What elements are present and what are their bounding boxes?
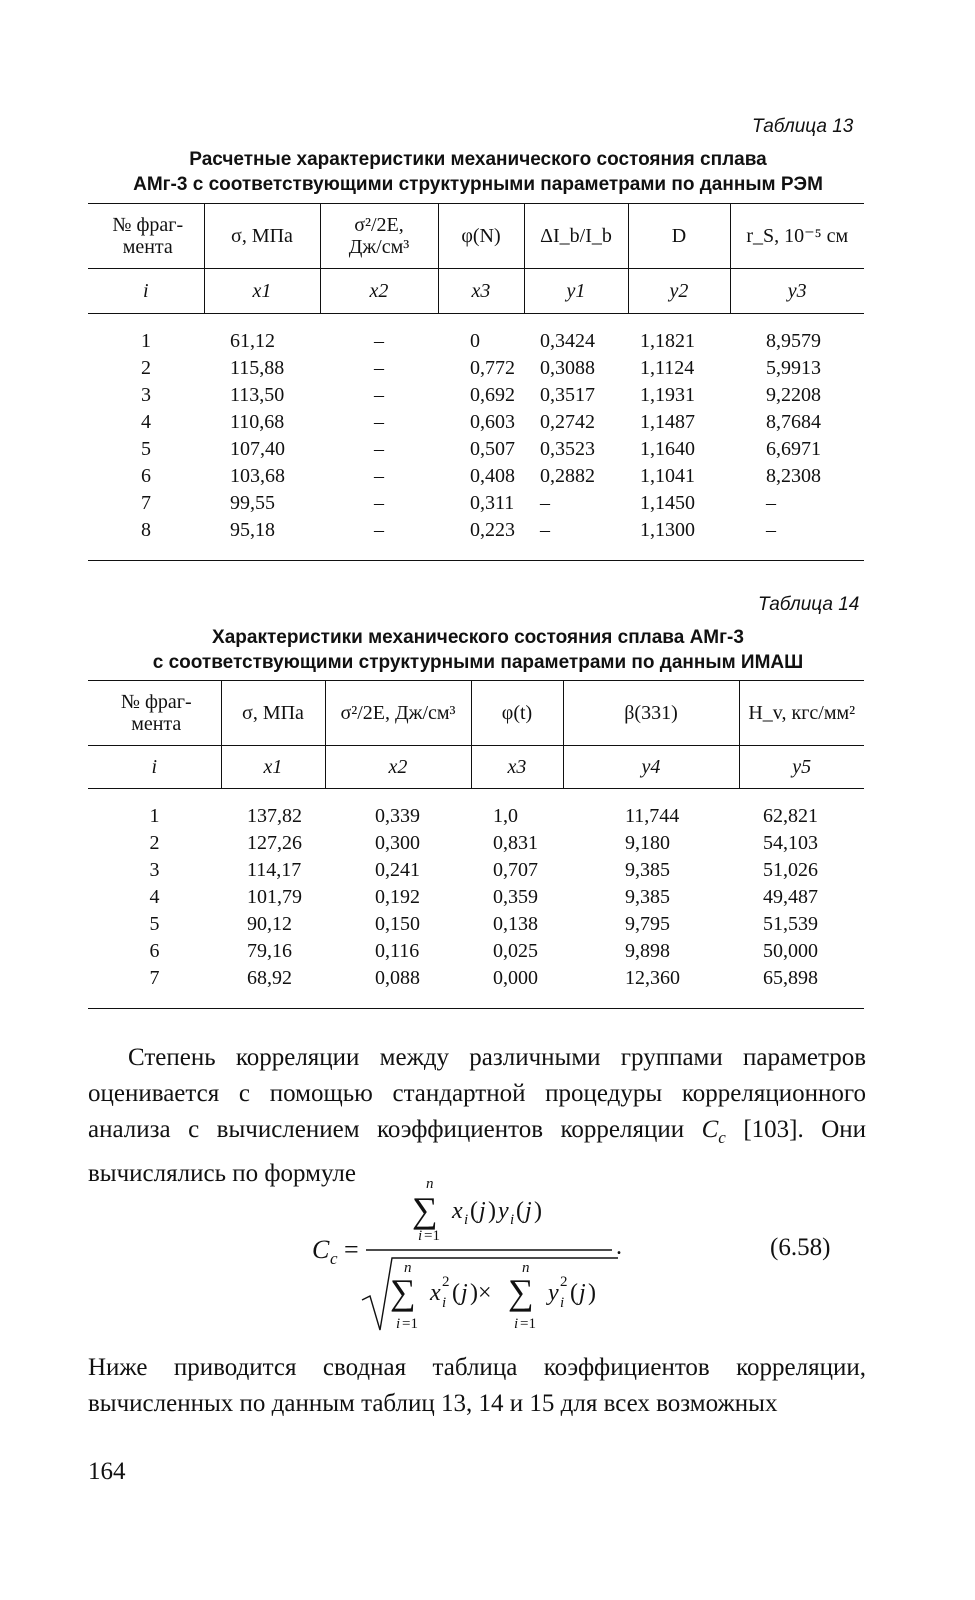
- svg-text:(: (: [470, 1198, 478, 1224]
- table13-title: [88, 147, 868, 197]
- table-cell: 5: [141, 437, 151, 460]
- table-cell: 0,223: [438, 517, 524, 561]
- t13-header-fragment: № фраг- мента: [88, 204, 204, 269]
- t14-header-hv: H_v, кгс/мм²: [739, 681, 864, 746]
- table-cell: 6,6971: [766, 437, 821, 460]
- table-cell: 0,359: [493, 885, 538, 908]
- table-cell: –: [374, 491, 384, 514]
- svg-text:): ): [588, 1280, 596, 1306]
- table-cell: 0,2882: [540, 464, 595, 487]
- table-cell: 0,3517: [540, 383, 595, 406]
- t13-header-rs: r_S, 10⁻⁵ см: [730, 204, 864, 269]
- table-cell: 0,408: [470, 464, 515, 487]
- table-row: [88, 857, 864, 884]
- svg-text:j: j: [479, 1198, 486, 1224]
- svg-text:n: n: [404, 1260, 412, 1276]
- t13-header-energy: σ²/2E, Дж/см³: [320, 204, 438, 269]
- table-cell: 0,692: [470, 383, 515, 406]
- table-cell: 12,360: [563, 965, 739, 1009]
- table-cell: 6: [141, 464, 151, 487]
- table-cell: 1,1821: [640, 329, 695, 352]
- table-cell: 0,2742: [540, 410, 595, 433]
- table-cell: –: [540, 491, 550, 514]
- svg-text:=1: =1: [402, 1316, 418, 1332]
- table-cell: 1,1041: [640, 464, 695, 487]
- table-cell: 3: [149, 858, 160, 881]
- t13-header-phi: φ(N): [438, 204, 524, 269]
- table-row: [88, 965, 864, 1009]
- table-cell: 0,3424: [540, 329, 595, 352]
- svg-text:i: i: [442, 1295, 447, 1311]
- table-row: [88, 938, 864, 965]
- table-cell: 8,7684: [766, 410, 821, 433]
- table-cell: 4: [149, 885, 160, 908]
- table14: [88, 680, 864, 1009]
- table-cell: 1,1124: [640, 356, 695, 379]
- svg-text:i: i: [514, 1316, 519, 1332]
- table-cell: 103,68: [230, 464, 285, 487]
- table-cell: 127,26: [247, 831, 302, 854]
- table-cell: 1,1931: [640, 383, 695, 406]
- table14-label: Таблица 14: [758, 594, 860, 615]
- table-row: [88, 436, 864, 463]
- table-cell: 1,1640: [640, 437, 695, 460]
- table-cell: 0,707: [493, 858, 538, 881]
- table-cell: 0: [470, 329, 480, 352]
- table-cell: 61,12: [230, 329, 275, 352]
- table-cell: 7: [88, 965, 221, 1009]
- table-cell: –: [766, 491, 776, 514]
- t13-header-d: D: [628, 204, 730, 269]
- table-cell: 7: [141, 491, 151, 514]
- svg-text:j: j: [525, 1198, 532, 1224]
- table-cell: –: [730, 517, 864, 561]
- table-row: [88, 830, 864, 857]
- equation-number: (6.58): [770, 1234, 831, 1261]
- table-cell: 0,000: [471, 965, 563, 1009]
- table-cell: 49,487: [763, 885, 818, 908]
- table-row: [88, 517, 864, 561]
- svg-text:.: .: [616, 1234, 622, 1260]
- table-cell: 0,831: [493, 831, 538, 854]
- svg-text:=1: =1: [520, 1316, 536, 1332]
- table-cell: 9,2208: [766, 383, 821, 406]
- correlation-formula: [300, 1170, 640, 1340]
- table-cell: 99,55: [230, 491, 275, 514]
- table-cell: 2: [149, 831, 160, 854]
- svg-text:∑: ∑: [508, 1272, 534, 1312]
- svg-text:2: 2: [560, 1274, 568, 1290]
- table-cell: 1,1450: [640, 491, 695, 514]
- table-cell: 1: [141, 329, 151, 352]
- table-cell: 79,16: [247, 939, 292, 962]
- table-cell: 0,3523: [540, 437, 595, 460]
- table-cell: 0,507: [470, 437, 515, 460]
- table-cell: 0,241: [375, 858, 420, 881]
- table-cell: 90,12: [247, 912, 292, 935]
- table-cell: 8,2308: [766, 464, 821, 487]
- t14-header-energy: σ²/2E, Дж/см³: [325, 681, 471, 746]
- table-cell: 2: [141, 356, 151, 379]
- table14-title-line1: Характеристики механического состояния сплава АМг-3: [212, 627, 744, 648]
- paragraph-2: Ниже приводится сводная таблица коэффициентов корреляции, вычисленных по данным таблиц 13, 14 и 15 для всех возможных: [88, 1354, 866, 1417]
- table-cell: 0,116: [375, 939, 420, 962]
- page-number: 164: [88, 1458, 126, 1485]
- table-cell: 0,339: [375, 804, 420, 827]
- svg-text:y: y: [498, 1198, 509, 1224]
- t13-header-sigma: σ, МПа: [204, 204, 320, 269]
- table-cell: –: [374, 383, 384, 406]
- table-cell: 65,898: [739, 965, 864, 1009]
- table-cell: 115,88: [230, 356, 285, 379]
- svg-text:i: i: [418, 1228, 423, 1244]
- table-cell: –: [374, 464, 384, 487]
- table-cell: 9,180: [625, 831, 670, 854]
- table-cell: 50,000: [763, 939, 818, 962]
- table-cell: 8,9579: [766, 329, 821, 352]
- table-row: [88, 382, 864, 409]
- table-cell: 0,138: [493, 912, 538, 935]
- table-cell: 0,300: [375, 831, 420, 854]
- svg-text:(: (: [452, 1280, 460, 1306]
- table-cell: 0,3088: [540, 356, 595, 379]
- table-cell: 0,603: [470, 410, 515, 433]
- svg-text:i: i: [560, 1295, 565, 1311]
- table-row: [88, 490, 864, 517]
- svg-text:j: j: [461, 1280, 468, 1306]
- svg-text:i: i: [464, 1212, 469, 1228]
- table-cell: 1,1300: [628, 517, 730, 561]
- table-row: [88, 463, 864, 490]
- table-cell: –: [524, 517, 628, 561]
- table-cell: 68,92: [221, 965, 325, 1009]
- paragraph-1: Степень корреляции между различными группами параметров оценивается с помощью стандартной процедуры корреляционного анализа с вычислением коэффициентов корреляции $C_c$ [103]. Они вычислялись по формуле: [88, 1044, 867, 1187]
- table-cell: –: [374, 356, 384, 379]
- table-cell: 54,103: [763, 831, 818, 854]
- svg-text:y: y: [548, 1280, 559, 1306]
- table-cell: 0,192: [375, 885, 420, 908]
- table-cell: –: [374, 329, 384, 352]
- svg-text:)×: )×: [470, 1280, 492, 1306]
- t14-body: [88, 803, 864, 1009]
- table13-label: Таблица 13: [752, 116, 854, 137]
- paragraph1-sub: c: [718, 1128, 726, 1147]
- table-cell: 9,898: [625, 939, 670, 962]
- svg-text:i: i: [396, 1316, 401, 1332]
- t13-subheader-row: i x1 x2 x3 y1 y2 y3: [88, 269, 864, 314]
- svg-text:=1: =1: [424, 1228, 440, 1244]
- table-cell: 137,82: [247, 804, 302, 827]
- table-row: [88, 911, 864, 938]
- svg-text:∑: ∑: [390, 1272, 416, 1312]
- table-row: [88, 355, 864, 382]
- table-cell: 1: [149, 804, 160, 827]
- table-cell: –: [374, 437, 384, 460]
- table-cell: 1,1487: [640, 410, 695, 433]
- table-cell: 51,539: [763, 912, 818, 935]
- t14-header-beta: β(331): [563, 681, 739, 746]
- table-cell: –: [320, 517, 438, 561]
- svg-text:x: x: [452, 1198, 463, 1224]
- svg-text:C: C: [312, 1235, 330, 1264]
- table-cell: 101,79: [247, 885, 302, 908]
- table-row: [88, 803, 864, 830]
- paragraph1-var: C: [701, 1116, 719, 1143]
- table-cell: 5: [149, 912, 160, 935]
- table-cell: 51,026: [763, 858, 818, 881]
- svg-text:c: c: [330, 1249, 338, 1268]
- t14-header-phi: φ(t): [471, 681, 563, 746]
- table-cell: 113,50: [230, 383, 285, 406]
- table-cell: 0,150: [375, 912, 420, 935]
- t14-subheader-row: i x1 x2 x3 y4 y5: [88, 746, 864, 789]
- table-cell: 110,68: [230, 410, 285, 433]
- svg-text:n: n: [522, 1260, 530, 1276]
- table-cell: 9,385: [625, 858, 670, 881]
- table-cell: 3: [141, 383, 151, 406]
- table-cell: 95,18: [204, 517, 320, 561]
- t14-header-sigma: σ, МПа: [221, 681, 325, 746]
- table13: [88, 203, 864, 561]
- table-cell: 0,088: [325, 965, 471, 1009]
- table-cell: 6: [149, 939, 160, 962]
- table-cell: 0,311: [470, 491, 515, 514]
- table-cell: 0,772: [470, 356, 515, 379]
- t13-header-di: ΔI_b/I_b: [524, 204, 628, 269]
- table-cell: 9,795: [625, 912, 670, 935]
- svg-text:(: (: [570, 1280, 578, 1306]
- svg-text:n: n: [426, 1176, 434, 1192]
- table-cell: 114,17: [247, 858, 302, 881]
- t13-body: [88, 328, 864, 561]
- table-cell: 107,40: [230, 437, 285, 460]
- table-cell: 11,744: [625, 804, 680, 827]
- svg-text:2: 2: [442, 1274, 450, 1290]
- table-cell: 1,0: [493, 804, 518, 827]
- svg-text:): ): [488, 1198, 496, 1224]
- table13-title-line1: Расчетные характеристики механического состояния сплава: [189, 149, 767, 170]
- table-cell: 0,025: [493, 939, 538, 962]
- table-cell: –: [374, 410, 384, 433]
- table-row: [88, 328, 864, 355]
- svg-text:j: j: [579, 1280, 586, 1306]
- table-cell: 4: [141, 410, 151, 433]
- table14-title-line2: с соответствующими структурными параметрами по данным ИМАШ: [152, 652, 804, 673]
- table-cell: 8: [88, 517, 204, 561]
- table13-title-line2: АМг-3 с соответствующими структурными параметрами по данным РЭМ: [133, 174, 823, 195]
- svg-text:x: x: [430, 1280, 441, 1306]
- svg-text:): ): [534, 1198, 542, 1224]
- table-row: [88, 409, 864, 436]
- table-cell: 62,821: [763, 804, 818, 827]
- svg-text:=: =: [344, 1235, 359, 1264]
- svg-text:(: (: [516, 1198, 524, 1224]
- table-row: [88, 884, 864, 911]
- table14-title: [88, 625, 868, 675]
- t14-header-fragment: № фраг- мента: [88, 681, 221, 746]
- table-cell: 5,9913: [766, 356, 821, 379]
- table-cell: 9,385: [625, 885, 670, 908]
- svg-text:i: i: [510, 1212, 515, 1228]
- svg-text:∑: ∑: [412, 1190, 438, 1230]
